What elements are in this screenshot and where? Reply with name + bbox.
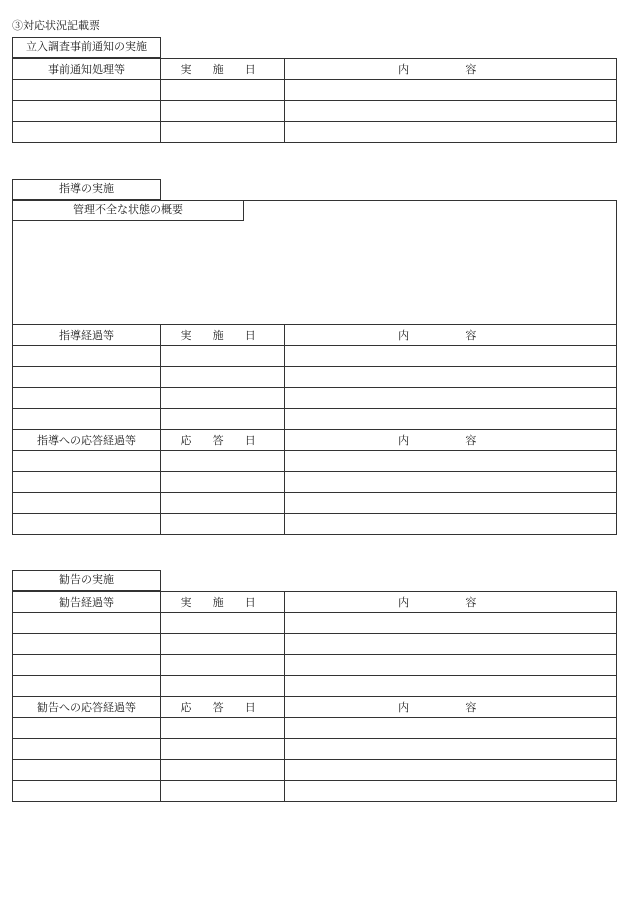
input-cell[interactable] [285, 514, 617, 535]
input-cell[interactable] [161, 514, 285, 535]
input-cell[interactable] [161, 493, 285, 514]
table-row [13, 101, 617, 122]
column-header: 実 施 日 [161, 325, 285, 346]
table-header-row [13, 430, 617, 451]
table-row [13, 718, 617, 739]
table-row [13, 676, 617, 697]
input-cell[interactable] [285, 346, 617, 367]
input-cell[interactable] [285, 613, 617, 634]
input-cell[interactable] [285, 739, 617, 760]
column-header: 応 答 日 [161, 430, 285, 451]
table-row [13, 739, 617, 760]
column-header: 内 容 [285, 592, 617, 613]
column-header: 内 容 [285, 59, 617, 80]
input-cell[interactable] [161, 760, 285, 781]
column-header: 実 施 日 [161, 59, 285, 80]
input-cell[interactable] [285, 101, 617, 122]
table-row [13, 451, 617, 472]
column-header: 勧告経過等 [13, 592, 161, 613]
input-cell[interactable] [161, 472, 285, 493]
input-cell[interactable] [13, 655, 161, 676]
input-cell[interactable] [13, 718, 161, 739]
column-header: 指導経過等 [13, 325, 161, 346]
table-header-row [13, 697, 617, 718]
input-cell[interactable] [161, 739, 285, 760]
guidance-table [12, 324, 617, 535]
column-header: 内 容 [285, 697, 617, 718]
input-cell[interactable] [13, 634, 161, 655]
overview-label: 管理不全な状態の概要 [12, 200, 244, 221]
input-cell[interactable] [161, 613, 285, 634]
table-row [13, 367, 617, 388]
input-cell[interactable] [285, 80, 617, 101]
table-header-row [13, 592, 617, 613]
input-cell[interactable] [285, 676, 617, 697]
prior-notice-table [12, 58, 617, 143]
table-row [13, 409, 617, 430]
input-cell[interactable] [161, 101, 285, 122]
table-row [13, 760, 617, 781]
input-cell[interactable] [161, 80, 285, 101]
table-row [13, 514, 617, 535]
input-cell[interactable] [161, 718, 285, 739]
column-header: 事前通知処理等 [13, 59, 161, 80]
column-header: 応 答 日 [161, 697, 285, 718]
input-cell[interactable] [13, 409, 161, 430]
input-cell[interactable] [13, 514, 161, 535]
input-cell[interactable] [13, 451, 161, 472]
input-cell[interactable] [285, 781, 617, 802]
input-cell[interactable] [285, 634, 617, 655]
input-cell[interactable] [13, 101, 161, 122]
input-cell[interactable] [161, 634, 285, 655]
input-cell[interactable] [285, 388, 617, 409]
input-cell[interactable] [161, 655, 285, 676]
input-cell[interactable] [13, 613, 161, 634]
table-row [13, 493, 617, 514]
input-cell[interactable] [161, 367, 285, 388]
table-row [13, 655, 617, 676]
table-row [13, 388, 617, 409]
table-header-row [13, 325, 617, 346]
input-cell[interactable] [161, 781, 285, 802]
input-cell[interactable] [285, 122, 617, 143]
input-cell[interactable] [285, 472, 617, 493]
input-cell[interactable] [13, 80, 161, 101]
section-tab-recommendation: 勧告の実施 [12, 570, 161, 591]
input-cell[interactable] [285, 760, 617, 781]
input-cell[interactable] [13, 367, 161, 388]
section-tab-prior-notice: 立入調査事前通知の実施 [12, 37, 161, 58]
column-header: 実 施 日 [161, 592, 285, 613]
column-header: 内 容 [285, 325, 617, 346]
table-row [13, 613, 617, 634]
input-cell[interactable] [13, 739, 161, 760]
section-tab-guidance: 指導の実施 [12, 179, 161, 200]
input-cell[interactable] [161, 388, 285, 409]
table-row [13, 122, 617, 143]
input-cell[interactable] [285, 718, 617, 739]
input-cell[interactable] [285, 367, 617, 388]
input-cell[interactable] [13, 493, 161, 514]
input-cell[interactable] [161, 451, 285, 472]
input-cell[interactable] [285, 655, 617, 676]
input-cell[interactable] [13, 676, 161, 697]
input-cell[interactable] [161, 122, 285, 143]
input-cell[interactable] [13, 388, 161, 409]
input-cell[interactable] [13, 781, 161, 802]
table-row [13, 781, 617, 802]
input-cell[interactable] [13, 760, 161, 781]
column-header: 内 容 [285, 430, 617, 451]
table-row [13, 346, 617, 367]
recommendation-table [12, 591, 617, 802]
input-cell[interactable] [285, 451, 617, 472]
column-header: 指導への応答経過等 [13, 430, 161, 451]
input-cell[interactable] [285, 409, 617, 430]
input-cell[interactable] [161, 676, 285, 697]
input-cell[interactable] [161, 346, 285, 367]
table-header-row [13, 59, 617, 80]
input-cell[interactable] [13, 122, 161, 143]
input-cell[interactable] [285, 493, 617, 514]
input-cell[interactable] [13, 472, 161, 493]
document-title: ③対応状況記載票 [12, 19, 100, 32]
table-row [13, 472, 617, 493]
table-row [13, 80, 617, 101]
table-row [13, 634, 617, 655]
input-cell[interactable] [161, 409, 285, 430]
input-cell[interactable] [13, 346, 161, 367]
column-header: 勧告への応答経過等 [13, 697, 161, 718]
